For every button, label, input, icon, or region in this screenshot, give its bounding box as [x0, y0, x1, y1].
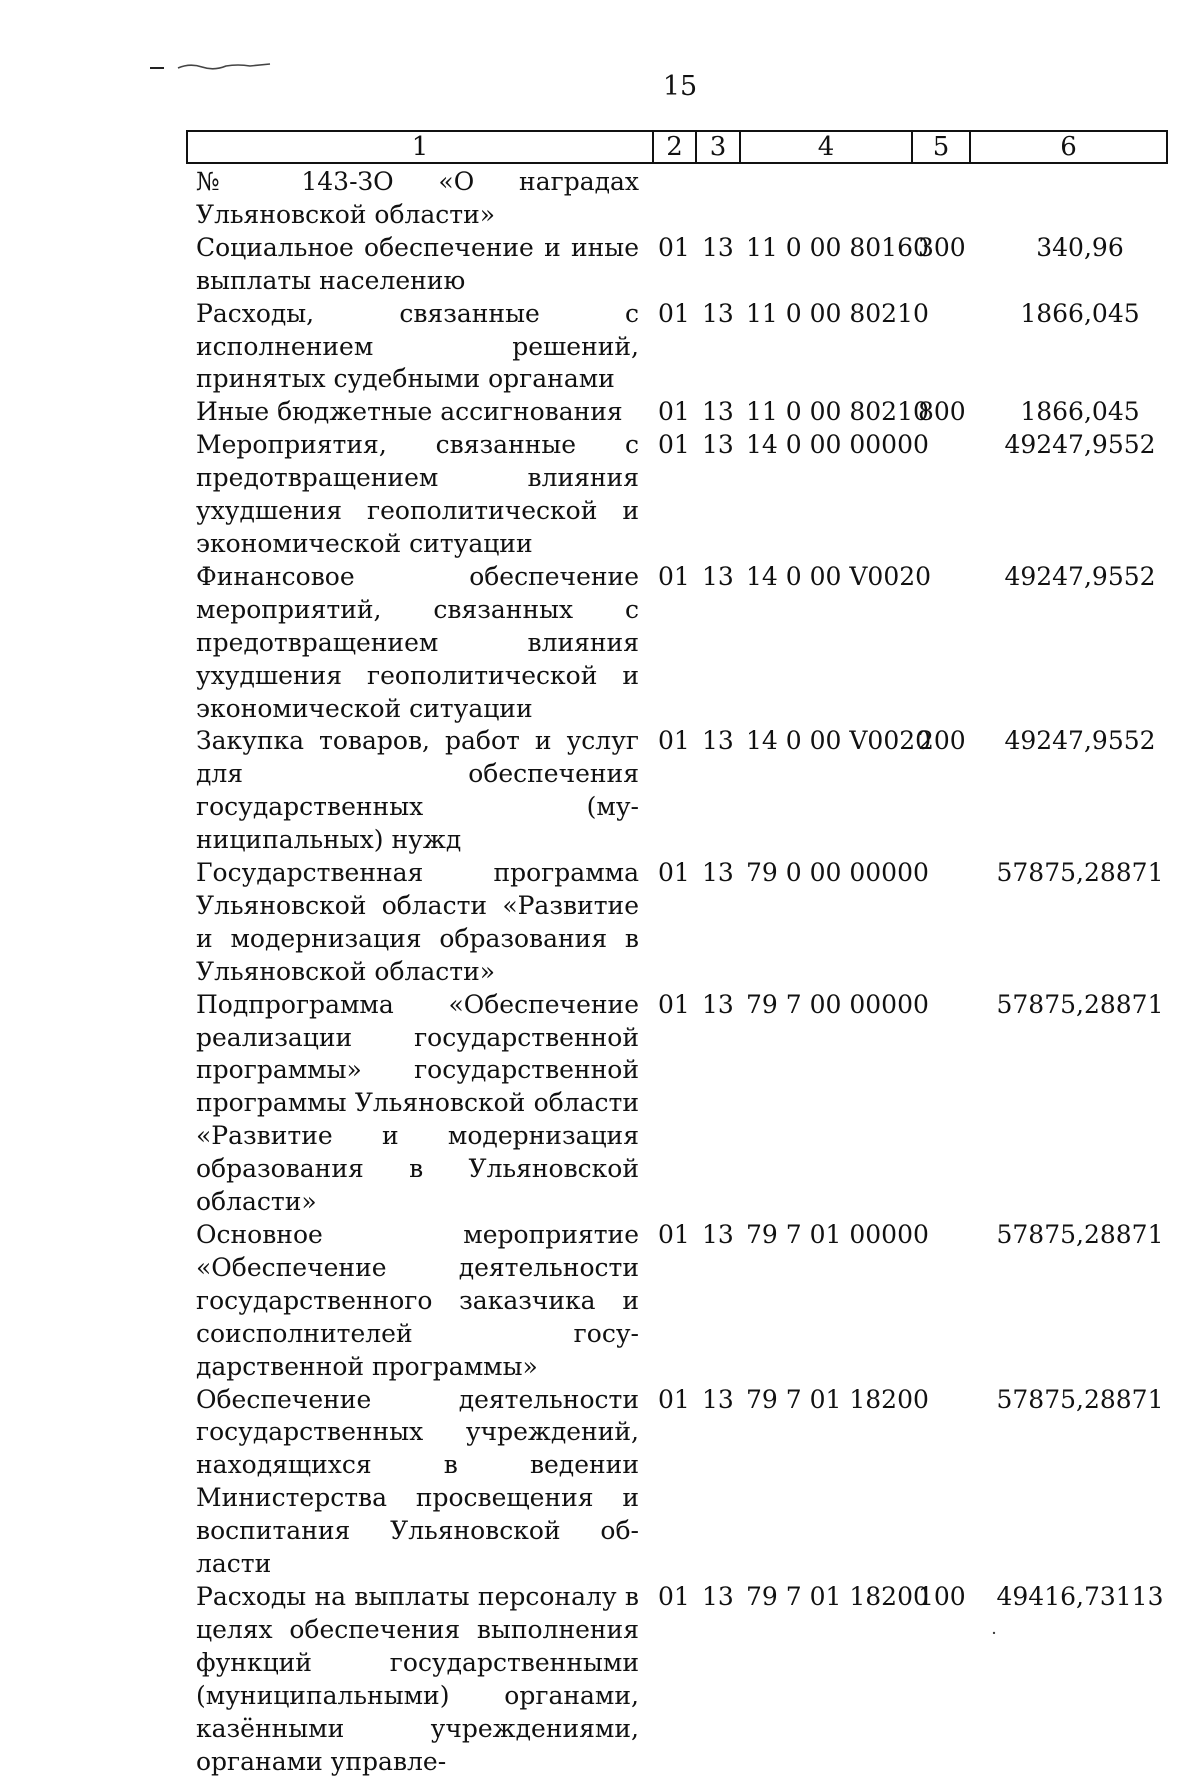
- table-row: [196, 1384, 1196, 1581]
- row-expense-type: 200: [918, 726, 966, 756]
- row-expense-type: 100: [918, 1581, 966, 1611]
- row-subsection-code: 13: [702, 1220, 734, 1249]
- column-header-6: 6: [1060, 132, 1077, 162]
- row-amount: 49247,9552: [1004, 430, 1156, 460]
- row-description: Подпрограмма «Обеспечение реализации государственной программы» государственной программы Ульяновской области «Развитие и модернизация образования в Ульяновской области»: [196, 989, 639, 1217]
- row-section-code: 01: [658, 1384, 690, 1414]
- row-amount: 49416,73113: [996, 1581, 1164, 1611]
- row-section-code: 01: [658, 726, 690, 756]
- row-description: Расходы, связанные с исполнением решений, принятых судебными органами: [196, 298, 639, 394]
- row-subsection-code: 13: [702, 858, 734, 888]
- row-target-article: 79 7 01 18200: [746, 1581, 929, 1611]
- row-description: Социальное обеспечение и иные выплаты населению: [196, 232, 639, 295]
- row-amount: 49247,9552: [1004, 726, 1156, 756]
- row-amount: 57875,28871: [996, 1384, 1164, 1414]
- scan-speck: ˙: [989, 1628, 999, 1652]
- table-row: [196, 429, 1196, 561]
- row-subsection-code: 13: [702, 397, 734, 427]
- row-section-code: 01: [658, 858, 690, 888]
- row-target-article: 79 7 01 00000: [746, 1220, 929, 1249]
- row-description: Закупка товаров, работ и услуг для обеспечения государственных (муниципальных) нужд: [196, 726, 639, 855]
- row-target-article: 79 7 00 00000: [746, 989, 929, 1019]
- row-target-article: 11 0 00 80210: [746, 397, 929, 427]
- row-section-code: 01: [658, 232, 690, 262]
- table-row: [196, 725, 1196, 857]
- row-section-code: 01: [658, 989, 690, 1019]
- table-header-row: [186, 130, 1168, 164]
- row-description: Мероприятия, связанные с предотвращением влияния ухудшения геополитической и экономической ситуации: [196, 430, 639, 558]
- row-target-article: 14 0 00 00000: [746, 430, 929, 460]
- row-target-article: 79 7 01 18200: [746, 1384, 929, 1414]
- table-row: [196, 166, 1196, 232]
- page-number: 15: [662, 71, 698, 102]
- row-amount: 57875,28871: [996, 989, 1164, 1019]
- table-row: [196, 298, 1196, 397]
- row-section-code: 01: [658, 430, 690, 460]
- row-subsection-code: 13: [702, 1384, 734, 1414]
- row-section-code: 01: [658, 561, 690, 591]
- row-description: Расходы на выплаты персоналу в целях обеспечения выполнения функций государственными (муниципальными) органами, казёнными учреждениями, органами управле-: [196, 1581, 639, 1776]
- column-header-5: 5: [913, 132, 971, 162]
- row-subsection-code: 13: [702, 561, 734, 591]
- row-amount: 57875,28871: [996, 858, 1164, 888]
- row-subsection-code: 13: [702, 726, 734, 756]
- row-subsection-code: 13: [702, 989, 734, 1019]
- row-section-code: 01: [658, 1581, 690, 1611]
- row-subsection-code: 13: [702, 298, 734, 328]
- table-row: [196, 396, 1196, 429]
- row-expense-type: 800: [918, 397, 966, 427]
- column-header-3: 3: [697, 132, 741, 162]
- row-section-code: 01: [658, 298, 690, 328]
- column-header-1: 1: [188, 132, 654, 162]
- row-target-article: 11 0 00 80210: [746, 298, 929, 328]
- column-header-4: 4: [741, 132, 913, 162]
- table-row: [196, 232, 1196, 298]
- row-description: Основное мероприятие «Обеспечение деятельности государственного заказчика и соисполнителей государственной программы»: [196, 1220, 639, 1381]
- row-section-code: 01: [658, 397, 690, 427]
- row-description: Иные бюджетные ассигнования: [196, 397, 623, 427]
- table-row: [196, 561, 1196, 726]
- row-amount: 340,96: [1036, 232, 1124, 262]
- row-description: Государственная программа Ульяновской области «Развитие и модернизация образования в Ульяновской области»: [196, 858, 639, 986]
- row-target-article: 11 0 00 80160: [746, 232, 929, 262]
- row-description: Финансовое обеспечение мероприятий, связанных с предотвращением влияния ухудшения геополитической и экономической ситуации: [196, 561, 639, 723]
- row-description: № 143-ЗО «О наградах Ульяновской области»: [196, 167, 639, 229]
- table-row: [196, 989, 1196, 1219]
- table-row: [196, 1581, 1196, 1778]
- row-amount: 49247,9552: [1004, 561, 1156, 591]
- row-subsection-code: 13: [702, 430, 734, 460]
- row-subsection-code: 13: [702, 232, 734, 262]
- row-amount: 1866,045: [1020, 298, 1140, 328]
- row-description: Обеспечение деятельности государственных учреждений, находящихся в ведении Министерства просвещения и воспитания Ульяновской области: [196, 1384, 639, 1579]
- row-expense-type: 300: [918, 232, 966, 262]
- row-amount: 57875,28871: [996, 1220, 1164, 1249]
- budget-table-body: [196, 166, 1196, 1778]
- row-amount: 1866,045: [1020, 397, 1140, 427]
- row-target-article: 79 0 00 00000: [746, 858, 929, 888]
- table-row: [196, 1219, 1196, 1384]
- table-row: [196, 857, 1196, 989]
- row-section-code: 01: [658, 1220, 690, 1249]
- row-subsection-code: 13: [702, 1581, 734, 1611]
- row-target-article: 14 0 00 V0020: [746, 726, 932, 756]
- row-target-article: 14 0 00 V0020: [746, 561, 932, 591]
- column-header-2: 2: [654, 132, 697, 162]
